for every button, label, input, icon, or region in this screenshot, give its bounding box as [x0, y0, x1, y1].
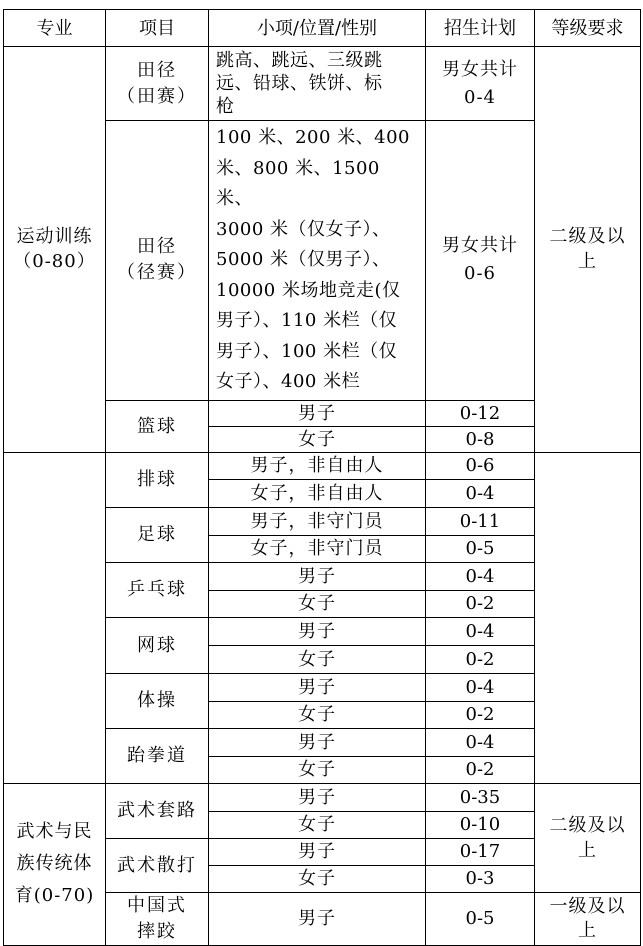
header-major: 专业 — [4, 10, 106, 47]
plan-cell — [426, 479, 535, 507]
text-line: 0-8 — [465, 428, 495, 450]
project-cell — [106, 562, 209, 617]
item-cell — [209, 562, 426, 590]
table-row — [4, 783, 641, 811]
text-line: 武术套路 — [117, 800, 197, 821]
plan-cell — [426, 811, 535, 838]
project-cell — [106, 838, 209, 892]
text-line: 米、800 米、1500 米、 — [216, 157, 380, 209]
text-line: 摔跤 — [137, 920, 177, 942]
text-line: 0-4 — [464, 86, 496, 108]
text-line: 男子 — [298, 402, 336, 424]
text-line: 足球 — [137, 524, 177, 545]
table-row — [4, 452, 641, 479]
plan-cell — [426, 535, 535, 562]
header-row — [4, 10, 641, 47]
text-line: 0-5 — [465, 908, 495, 929]
project-cell — [106, 121, 209, 401]
text-line: 男子）、110 米栏（仅 — [216, 310, 398, 331]
text-line: 上 — [578, 251, 597, 273]
item-cell — [209, 673, 426, 701]
text-line: 0-6 — [465, 455, 495, 476]
text-line: 0-11 — [459, 510, 501, 532]
plan-cell — [426, 590, 535, 617]
plan-cell — [426, 400, 535, 426]
text-line: 二级及以 — [549, 814, 626, 836]
item-cell — [209, 47, 426, 121]
text-line: 5000 米（仅男子）、 — [216, 249, 391, 270]
text-line: 男子 — [298, 676, 336, 698]
text-line: 枪 — [216, 96, 235, 117]
item-cell — [209, 507, 426, 535]
text-line: 0-2 — [465, 704, 495, 725]
plan-cell — [426, 865, 535, 892]
text-line: 女子，非守门员 — [250, 538, 384, 559]
header-level: 等级要求 — [535, 10, 641, 47]
item-cell — [209, 756, 426, 783]
project-cell — [106, 728, 209, 783]
text-line: 育(0-70) — [14, 885, 95, 906]
text-line: 0-35 — [459, 786, 501, 808]
item-cell — [209, 452, 426, 479]
text-line: 族传统体 — [16, 853, 93, 874]
text-line: 10000 米场地竞走(仅 — [216, 279, 401, 301]
plan-cell — [426, 645, 535, 673]
text-line: 网球 — [137, 634, 177, 656]
text-line: 0-17 — [459, 841, 501, 862]
item-cell — [209, 783, 426, 811]
text-line: 上 — [578, 839, 597, 861]
level-cell — [535, 783, 641, 892]
text-line: 0-6 — [464, 263, 496, 285]
major-cell — [4, 47, 106, 453]
item-cell — [209, 617, 426, 645]
table-row — [4, 47, 641, 121]
text-line: 3000 米（仅女子）、 — [216, 218, 391, 240]
text-line: 女子 — [298, 704, 336, 725]
plan-cell — [426, 701, 535, 728]
item-cell — [209, 865, 426, 892]
text-line: 男女共计 — [442, 235, 518, 257]
text-line: 跆拳道 — [127, 745, 187, 766]
admission-table — [3, 9, 641, 946]
text-line: 女子 — [298, 759, 336, 780]
text-line: 0-4 — [465, 482, 495, 504]
text-line: 0-10 — [459, 814, 501, 835]
text-line: 男子 — [298, 908, 336, 929]
text-line: 0-12 — [459, 402, 501, 424]
text-line: 男子，非守门员 — [250, 510, 384, 532]
project-cell — [106, 507, 209, 562]
plan-cell — [426, 562, 535, 590]
text-line: 男子 — [298, 841, 336, 862]
text-line: 0-5 — [465, 538, 495, 559]
text-line: 女子 — [298, 593, 336, 614]
text-line: 女子）、400 米栏 — [216, 371, 361, 392]
text-line: 上 — [578, 919, 597, 941]
plan-cell — [426, 452, 535, 479]
text-line: 0-4 — [465, 620, 495, 642]
item-cell — [209, 701, 426, 728]
project-cell — [106, 47, 209, 121]
text-line: 跳高、跳远、三级跳 — [216, 50, 383, 71]
item-cell — [209, 645, 426, 673]
text-line: 篮球 — [137, 415, 177, 437]
text-line: 0-4 — [465, 565, 495, 587]
text-line: 男子 — [298, 620, 336, 642]
text-line: 乒乓球 — [127, 579, 187, 600]
text-line: 运动训练 — [16, 226, 93, 248]
level-cell — [535, 47, 641, 453]
text-line: 男女共计 — [442, 58, 518, 80]
project-cell — [106, 783, 209, 838]
item-cell — [209, 590, 426, 617]
item-cell — [209, 121, 426, 401]
header-project: 项目 — [106, 10, 209, 47]
text-line: 0-2 — [465, 648, 495, 670]
text-line: （径赛） — [117, 262, 197, 284]
plan-cell — [426, 426, 535, 452]
text-line: 女子 — [298, 648, 336, 670]
text-line: 0-4 — [465, 731, 495, 753]
text-line: 田径 — [137, 236, 177, 258]
text-line: 0-2 — [465, 593, 495, 614]
text-line: 远、铅球、铁饼、标 — [216, 73, 383, 94]
plan-cell — [426, 617, 535, 645]
text-line: 男子 — [298, 731, 336, 753]
text-line: 女子 — [298, 428, 336, 450]
text-line: 男子 — [298, 786, 336, 808]
project-cell — [106, 400, 209, 452]
item-cell — [209, 728, 426, 756]
header-item: 小项/位置/性别 — [209, 10, 426, 47]
header-plan: 招生计划 — [426, 10, 535, 47]
text-line: 男子）、100 米栏（仅 — [216, 340, 398, 362]
text-line: 体操 — [137, 690, 177, 711]
text-line: 0-3 — [465, 868, 495, 889]
text-line: 武术散打 — [117, 854, 197, 876]
item-cell — [209, 535, 426, 562]
level-cell — [535, 452, 641, 783]
plan-cell — [426, 838, 535, 865]
text-line: 100 米、200 米、400 — [216, 127, 411, 148]
plan-cell — [426, 673, 535, 701]
item-cell — [209, 838, 426, 865]
plan-cell — [426, 121, 535, 401]
text-line: 男子，非自由人 — [250, 455, 384, 476]
major-cell — [4, 783, 106, 945]
text-line: 女子 — [298, 814, 336, 835]
text-line: 女子，非自由人 — [250, 482, 384, 504]
text-line: 一级及以 — [549, 895, 626, 917]
major-cell — [4, 452, 106, 783]
plan-cell — [426, 756, 535, 783]
text-line: 中国式 — [127, 894, 187, 916]
text-line: 二级及以 — [549, 226, 626, 248]
text-line: 田径 — [137, 59, 177, 81]
text-line: 0-2 — [465, 759, 495, 780]
item-cell — [209, 400, 426, 426]
text-line: 男子 — [298, 565, 336, 587]
plan-cell — [426, 783, 535, 811]
project-cell — [106, 452, 209, 507]
text-line: 女子 — [298, 868, 336, 889]
item-cell — [209, 479, 426, 507]
item-cell — [209, 811, 426, 838]
text-line: 0-4 — [465, 676, 495, 698]
project-cell — [106, 617, 209, 673]
text-line: （0-80） — [13, 251, 96, 273]
text-line: （田赛） — [117, 85, 197, 107]
item-cell — [209, 426, 426, 452]
project-cell — [106, 673, 209, 728]
plan-cell — [426, 47, 535, 121]
text-line: 排球 — [137, 469, 177, 490]
text-line: 武术与民 — [16, 821, 93, 842]
plan-cell — [426, 728, 535, 756]
plan-cell — [426, 507, 535, 535]
